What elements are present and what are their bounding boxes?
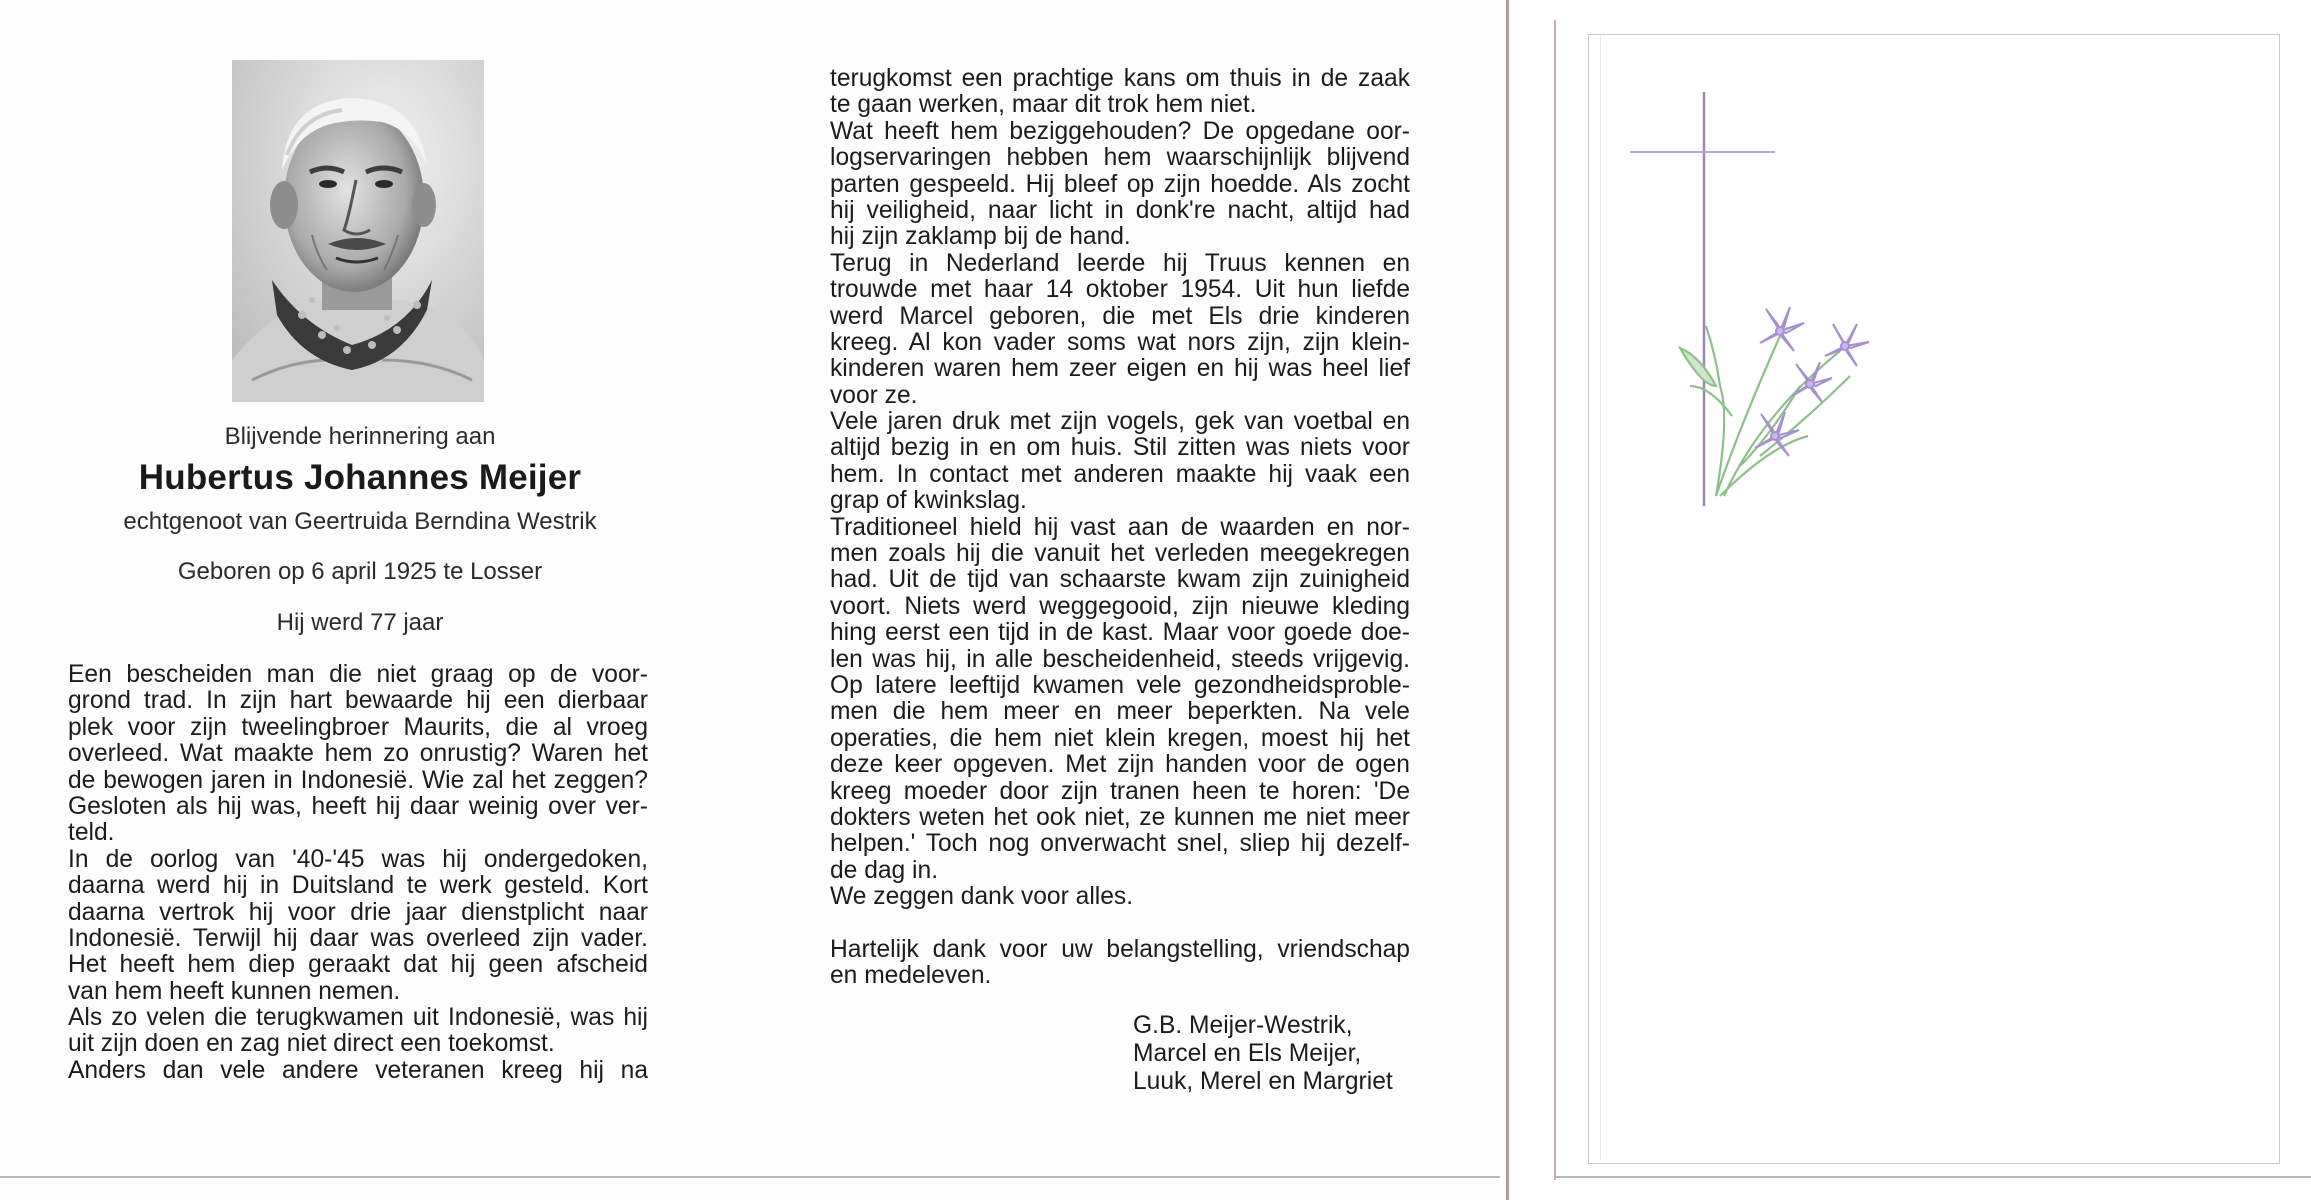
text-line: van hem heeft kunnen nemen. [68,977,401,1005]
text-line: deze keer opgeven. Met zijn handen voor de ogen [830,751,1410,779]
text-line: parten gespeeld. Hij bleef op zijn hoedde. Als zocht [830,170,1410,198]
text-line: operaties, die hem niet klein kregen, moest hij het [830,724,1410,752]
text-line: overleed. Wat maakte hem zo onrustig? Waren het [68,740,648,768]
text-line: logservaringen hebben hem waarschijnlijk blijvend [830,144,1410,172]
text-line: altijd bezig in en om huis. Stil zitten was niets voor [830,434,1410,462]
signatures [1133,1012,1393,1096]
intro-text: Blijvende herinnering aan [224,423,496,450]
text-line: Hartelijk dank voor uw belangstelling, vriendschap [830,935,1410,963]
text-line: daarna werd hij in Duitsland te werk gesteld. Kort [68,872,648,900]
text-line: Als zo velen die terugkwamen uit Indonesië, was hij [68,1004,648,1032]
text-line: We zeggen dank voor alles. [830,883,1134,911]
text-line: te gaan werken, maar dit trok hem niet. [830,91,1257,119]
biography-column-left [68,662,648,1084]
fold-line-back [1554,20,1556,1180]
text-line: In de oorlog van '40-'45 was hij ondergedoken, [68,845,648,873]
text-line: teld. [68,819,115,847]
text-line: de dag in. [830,856,939,884]
text-line: Gesloten als hij was, heeft hij daar weinig over ver- [68,792,648,820]
text-line: Anders dan vele andere veteranen kreeg hij na [68,1056,648,1084]
text-line: hem. In contact met anderen maakte hij vaak een [830,460,1410,488]
text-line: Terug in Nederland leerde hij Truus kennen en [830,249,1410,277]
text-line: kreeg. Al kon vader soms wat nors zijn, zijn klein- [830,328,1410,356]
portrait-photo [232,60,484,402]
bottom-divider [0,1176,1500,1178]
text-line: helpen.' Toch nog onverwacht snel, sliep hij dezelf- [830,830,1410,858]
spouse-line: echtgenoot van Geertruida Berndina Westrik [123,508,597,535]
text-line: hij zijn zaklamp bij de hand. [830,223,1131,251]
text-line: Het heeft hem diep geraakt dat hij geen afscheid [68,951,648,979]
text-line: Indonesië. Terwijl hij daar was overleed zijn vader. [68,924,648,952]
birth-line: Geboren op 6 april 1925 te Losser [177,558,543,585]
text-line: men zoals hij die vanuit het verleden meegekregen [830,540,1410,568]
signature-line: Luuk, Merel en Margriet [1133,1068,1393,1095]
text-line: grap of kwinkslag. [830,487,1027,515]
biography-column-right [830,66,1410,990]
text-line: en medeleven. [830,962,992,990]
text-line: kreeg moeder door zijn tranen heen te horen: 'De [830,777,1410,805]
text-line [830,911,1410,937]
text-line: trouwde met haar 14 oktober 1954. Uit hun liefde [830,276,1410,304]
text-line: uit zijn doen en zag niet direct een toekomst. [68,1030,555,1058]
text-line: kinderen waren hem zeer eigen en hij was heel lief [830,355,1410,383]
text-line: Wat heeft hem beziggehouden? De opgedane oor- [830,117,1410,145]
text-line: terugkomst een prachtige kans om thuis in de zaak [830,65,1410,92]
text-line: hij veiligheid, naar licht in donk're nacht, altijd had [830,196,1410,224]
text-line: Op latere leeftijd kwamen vele gezondheidsproble- [830,671,1410,699]
signature-line: G.B. Meijer-Westrik, [1133,1012,1353,1039]
text-line: de bewogen jaren in Indonesië. Wie zal het zeggen? [68,766,648,794]
cross-and-flowers-illustration [1620,86,1940,526]
text-line: voor ze. [830,381,918,409]
bottom-divider-card [1556,1176,2311,1178]
text-line: Een bescheiden man die niet graag op de voor- [68,661,648,688]
text-line: Traditioneel hield hij vast aan de waarden en nor- [830,513,1410,541]
age-line: Hij werd 77 jaar [276,609,444,636]
text-line: Vele jaren druk met zijn vogels, gek van voetbal en [830,408,1410,436]
text-line: had. Uit de tijd van schaarste kwam zijn zuinigheid [830,566,1410,594]
text-line: plek voor zijn tweelingbroer Maurits, die al vroeg [68,713,648,741]
fold-line [1506,0,1509,1200]
text-line: werd Marcel geboren, die met Els drie kinderen [830,302,1410,330]
text-line: voort. Niets werd weggegooid, zijn nieuwe kleding [830,592,1410,620]
text-line: hing eerst een tijd in de kast. Maar voor goede doe- [830,619,1410,647]
signature-line: Marcel en Els Meijer, [1133,1040,1362,1067]
text-line: men die hem meer en meer beperkten. Na vele [830,698,1410,726]
text-line: dokters weten het ook niet, ze kunnen me niet meer [830,803,1410,831]
text-line: grond trad. In zijn hart bewaarde hij een dierbaar [68,687,648,715]
text-line: len was hij, in alle bescheidenheid, steeds vrijgevig. [830,645,1410,673]
text-line: daarna vertrok hij voor drie jaar dienstplicht naar [68,898,648,926]
deceased-name: Hubertus Johannes Meijer [138,458,582,497]
